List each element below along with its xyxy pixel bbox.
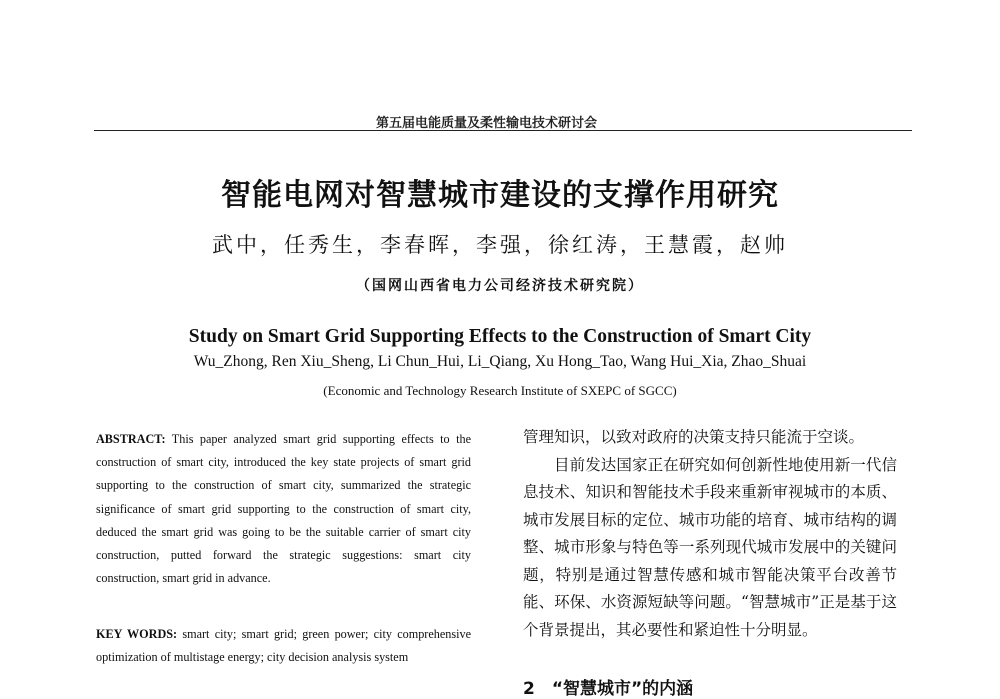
abstract-text: This paper analyzed smart grid supporting effects to the construction of smart city, introduced the key state projects of smart grid supporting to the construction of smart city, summarized the strategic significance of smart grid supporting to the construction of smart city, deduced the smart grid was going to be the suitable carrier of smart city construction, putted forward the strategic suggestions: smart city construction, smart grid in advance. bbox=[96, 432, 471, 586]
authors-zh: 武中，任秀生，李春晖，李强，徐红涛，王慧霞，赵帅 bbox=[212, 233, 788, 257]
abstract-label: ABSTRACT: bbox=[96, 432, 166, 446]
affiliation-en: (Economic and Technology Research Institute of SXEPC of SGCC) bbox=[323, 383, 677, 398]
title-zh: 智能电网对智慧城市建设的支撑作用研究 bbox=[221, 178, 779, 213]
title-en: Study on Smart Grid Supporting Effects to the Construction of Smart City bbox=[188, 326, 812, 347]
section-heading: 2 “智慧城市”的内涵 bbox=[523, 679, 694, 699]
header-rule bbox=[94, 130, 912, 131]
body-paragraph-2: 目前发达国家正在研究如何创新性地使用新一代信息技术、知识和智能技术手段来重新审视城市的本质、城市发展目标的定位、城市功能的培育、城市结构的调整、城市形象与特色等一系列现代城市发展中的关键问题，特别是通过智慧传感和城市智能决策平台改善节能、环保、水资源短缺等问题。“智慧城市”正是基于这个背景提出，其必要性和紧迫性十分明显。 bbox=[523, 455, 897, 639]
abstract bbox=[96, 428, 471, 590]
keywords-label: KEY WORDS: bbox=[96, 627, 178, 641]
keywords bbox=[96, 623, 471, 669]
affiliation-zh: （国网山西省电力公司经济技术研究院） bbox=[356, 278, 644, 294]
authors-en: Wu_Zhong, Ren Xiu_Sheng, Li Chun_Hui, Li_Qiang, Xu Hong_Tao, Wang Hui_Xia, Zhao_Shuai bbox=[193, 353, 807, 370]
body-paragraph-1: 管理知识，以致对政府的决策支持只能流于空谈。 bbox=[523, 428, 865, 446]
keywords-text: smart city; smart grid; green power; city comprehensive optimization of multistage energy; city decision analysis system bbox=[96, 627, 471, 664]
running-head: 第五届电能质量及柔性输电技术研讨会 bbox=[376, 116, 598, 131]
body-column bbox=[523, 424, 897, 644]
